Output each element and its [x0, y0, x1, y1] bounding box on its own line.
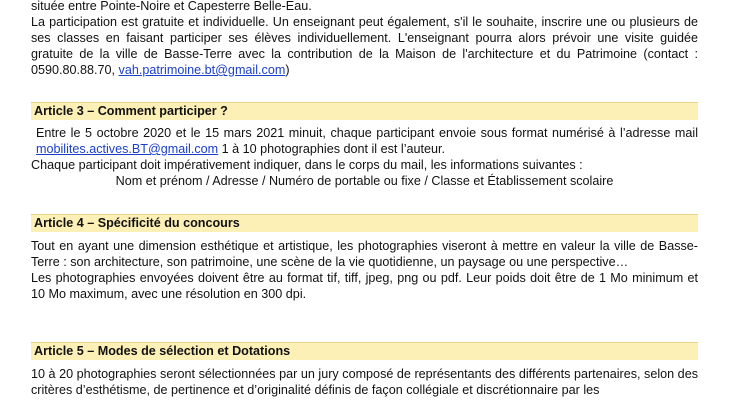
article-3-paragraph-2: Chaque participant doit impérativement indiquer, dans le corps du mail, les informations suivantes : [31, 158, 583, 172]
article-3-heading: Article 3 – Comment participer ? [31, 102, 698, 120]
intro-section [31, 0, 698, 78]
article-4-heading: Article 4 – Spécificité du concours [31, 214, 698, 232]
article-4-section [31, 214, 698, 302]
article-3-paragraph-1: Entre le 5 octobre 2020 et le 15 mars 2021 minuit, chaque participant envoie sous format numérisé à l’adresse mail mobilites.actives.BT@gmail.com 1 à 10 photographies dont il est l’auteur. [36, 126, 698, 156]
participation-paragraph: La participation est gratuite et individuelle. Un enseignant peut également, s'il le souhaite, inscrire une ou plusieurs de ses classes en faisant participer ses élèves individuellement. L'enseignant pourra alors prévoir une visite guidée gratuite de la ville de Basse-Terre avec la contribution de la Maison de l'architecture et du Patrimoine (contact : 0590.80.88.70, vah.patrimoine.bt@gmail.com) [31, 15, 698, 77]
article-5-section [31, 342, 698, 398]
article-3-section [31, 102, 698, 189]
article-4-paragraph-2: Les photographies envoyées doivent être au format tif, tiff, jpeg, png ou pdf. Leur poids doit être de 1 Mo minimum et 10 Mo maximum, avec une résolution en 300 dpi. [31, 271, 698, 301]
article-3-required-info: Nom et prénom / Adresse / Numéro de portable ou fixe / Classe et Établissement scolaire [115, 174, 614, 188]
mobilites-email-link[interactable]: mobilites.actives.BT@gmail.com [36, 142, 219, 156]
article-5-paragraph-1: 10 à 20 photographies seront sélectionnées par un jury composé de représentants des différents partenaires, selon des critères d’esthétisme, de pertinence et d’originalité définis de façon collégiale et discrétionnaire par les [31, 367, 698, 397]
article-5-heading: Article 5 – Modes de sélection et Dotations [31, 342, 698, 360]
article-4-paragraph-1: Tout en ayant une dimension esthétique et artistique, les photographies viseront à mettre en valeur la ville de Basse-Terre : son architecture, son patrimoine, une scène de la vie quotidienne, un paysage ou une perspective… [31, 239, 698, 269]
patrimoine-email-link[interactable]: vah.patrimoine.bt@gmail.com [118, 63, 286, 77]
intro-line: située entre Pointe-Noire et Capesterre Belle-Eau. [31, 0, 312, 13]
